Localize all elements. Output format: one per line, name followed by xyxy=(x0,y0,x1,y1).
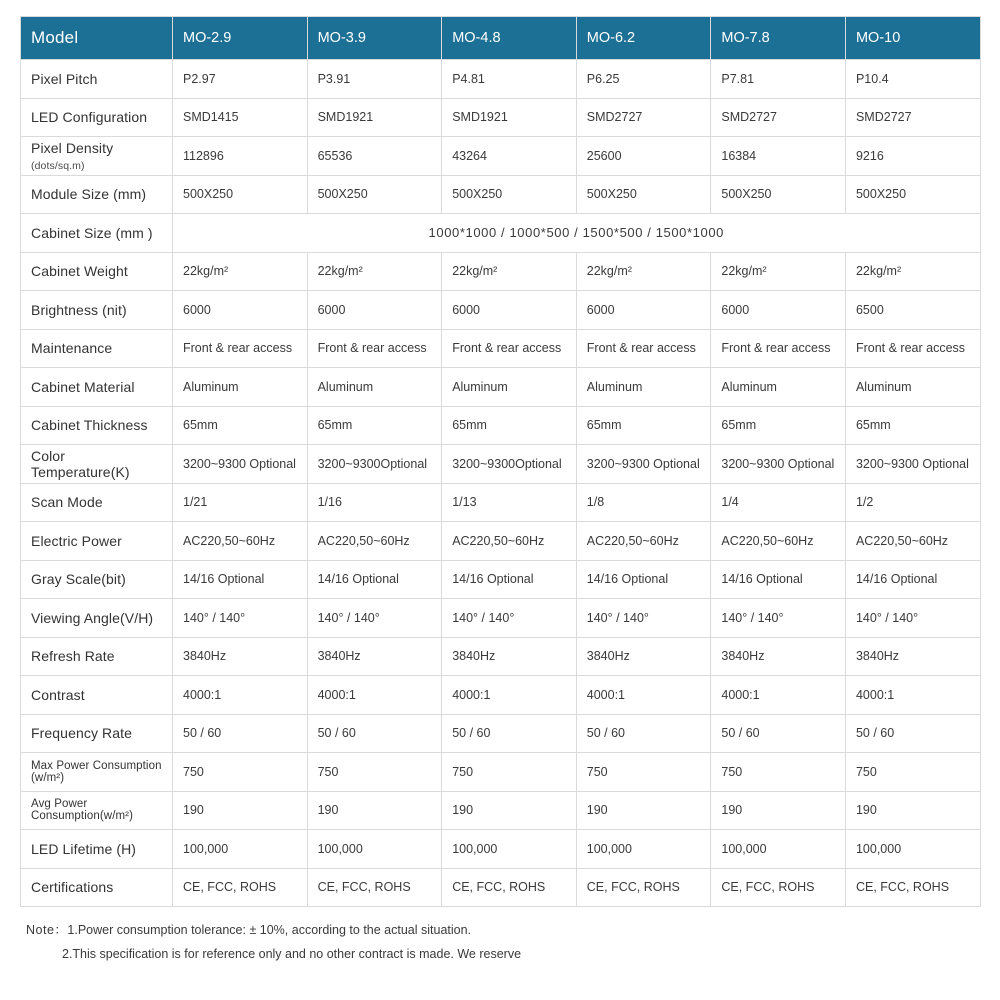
row-label xyxy=(21,137,173,176)
table-cell: CE, FCC, ROHS xyxy=(711,868,846,907)
table-cell: 100,000 xyxy=(307,830,442,869)
table-cell: 1/16 xyxy=(307,483,442,522)
row-label: Module Size (mm) xyxy=(21,175,173,214)
table-cell: 6000 xyxy=(576,291,711,330)
table-cell: P3.91 xyxy=(307,60,442,99)
table-row xyxy=(21,714,981,753)
table-cell: 3840Hz xyxy=(173,637,308,676)
table-cell: AC220,50~60Hz xyxy=(711,522,846,561)
table-row xyxy=(21,60,981,99)
table-cell: 100,000 xyxy=(442,830,577,869)
table-cell: 65mm xyxy=(576,406,711,445)
table-cell: 4000:1 xyxy=(576,676,711,715)
table-cell: 750 xyxy=(173,753,308,792)
table-cell: Aluminum xyxy=(576,368,711,407)
row-label: Cabinet Material xyxy=(21,368,173,407)
table-cell: CE, FCC, ROHS xyxy=(442,868,577,907)
table-row xyxy=(21,368,981,407)
table-cell: 22kg/m² xyxy=(576,252,711,291)
table-cell: 6500 xyxy=(845,291,980,330)
table-row xyxy=(21,868,981,907)
table-cell: CE, FCC, ROHS xyxy=(173,868,308,907)
row-label-unit: (dots/sq.m) xyxy=(31,159,85,172)
table-cell: 22kg/m² xyxy=(307,252,442,291)
table-row xyxy=(21,406,981,445)
table-cell: 4000:1 xyxy=(173,676,308,715)
row-label: Cabinet Thickness xyxy=(21,406,173,445)
table-cell: 3840Hz xyxy=(711,637,846,676)
table-cell: CE, FCC, ROHS xyxy=(576,868,711,907)
table-cell: 140° / 140° xyxy=(442,599,577,638)
table-cell: 4000:1 xyxy=(307,676,442,715)
row-label: Cabinet Weight xyxy=(21,252,173,291)
table-cell: Front & rear access xyxy=(442,329,577,368)
row-label-text: Pixel Density xyxy=(31,139,114,156)
table-cell: 140° / 140° xyxy=(576,599,711,638)
table-cell: 3840Hz xyxy=(307,637,442,676)
table-cell: 3840Hz xyxy=(442,637,577,676)
table-row xyxy=(21,175,981,214)
row-label: Electric Power xyxy=(21,522,173,561)
table-cell: SMD1415 xyxy=(173,98,308,137)
table-row xyxy=(21,522,981,561)
row-label: Certifications xyxy=(21,868,173,907)
table-row xyxy=(21,98,981,137)
table-cell: 14/16 Optional xyxy=(442,560,577,599)
note-line-1 xyxy=(26,919,980,943)
table-cell: 22kg/m² xyxy=(173,252,308,291)
table-cell: 4000:1 xyxy=(711,676,846,715)
table-cell: AC220,50~60Hz xyxy=(173,522,308,561)
table-row xyxy=(21,137,981,176)
table-row xyxy=(21,291,981,330)
table-cell: AC220,50~60Hz xyxy=(442,522,577,561)
column-header-model-3: MO-4.8 xyxy=(442,17,577,60)
table-cell: 9216 xyxy=(845,137,980,176)
table-cell: 750 xyxy=(576,753,711,792)
table-row xyxy=(21,599,981,638)
table-cell: 50 / 60 xyxy=(711,714,846,753)
row-label: Refresh Rate xyxy=(21,637,173,676)
table-cell: 100,000 xyxy=(173,830,308,869)
table-cell: SMD2727 xyxy=(845,98,980,137)
table-cell: 750 xyxy=(307,753,442,792)
row-label: Pixel Pitch xyxy=(21,60,173,99)
table-cell: 140° / 140° xyxy=(173,599,308,638)
table-cell: Front & rear access xyxy=(711,329,846,368)
notes-block xyxy=(20,919,980,967)
table-cell: 750 xyxy=(442,753,577,792)
row-label: Contrast xyxy=(21,676,173,715)
table-cell: 500X250 xyxy=(845,175,980,214)
row-label: Frequency Rate xyxy=(21,714,173,753)
table-cell: 1/2 xyxy=(845,483,980,522)
table-cell: 65mm xyxy=(307,406,442,445)
note-label: Note： xyxy=(26,923,68,937)
column-header-model: Model xyxy=(21,17,173,60)
table-cell: AC220,50~60Hz xyxy=(307,522,442,561)
table-cell: 22kg/m² xyxy=(442,252,577,291)
table-cell: 100,000 xyxy=(576,830,711,869)
table-cell: 3840Hz xyxy=(845,637,980,676)
column-header-model-5: MO-7.8 xyxy=(711,17,846,60)
column-header-model-2: MO-3.9 xyxy=(307,17,442,60)
table-cell: 14/16 Optional xyxy=(307,560,442,599)
table-cell: SMD2727 xyxy=(576,98,711,137)
column-header-model-4: MO-6.2 xyxy=(576,17,711,60)
table-cell: 6000 xyxy=(442,291,577,330)
table-cell: Front & rear access xyxy=(845,329,980,368)
table-cell: Front & rear access xyxy=(307,329,442,368)
row-label: Max Power Consumption (w/m²) xyxy=(21,753,173,792)
row-label: Viewing Angle(V/H) xyxy=(21,599,173,638)
table-cell: 43264 xyxy=(442,137,577,176)
table-cell: P2.97 xyxy=(173,60,308,99)
table-cell: Front & rear access xyxy=(173,329,308,368)
table-cell: P10.4 xyxy=(845,60,980,99)
table-cell: 4000:1 xyxy=(845,676,980,715)
table-cell: Aluminum xyxy=(711,368,846,407)
row-label: LED Configuration xyxy=(21,98,173,137)
table-cell: 190 xyxy=(442,791,577,830)
table-cell: 190 xyxy=(711,791,846,830)
led-specification-table xyxy=(20,16,981,907)
table-cell: 50 / 60 xyxy=(845,714,980,753)
table-cell: 100,000 xyxy=(711,830,846,869)
table-cell: 3200~9300 Optional xyxy=(576,445,711,484)
table-cell: 500X250 xyxy=(307,175,442,214)
table-cell: 190 xyxy=(307,791,442,830)
table-cell: 140° / 140° xyxy=(711,599,846,638)
row-label: Avg Power Consumption(w/m²) xyxy=(21,791,173,830)
row-label: Scan Mode xyxy=(21,483,173,522)
table-row xyxy=(21,483,981,522)
table-cell: Aluminum xyxy=(173,368,308,407)
table-cell: 3200~9300 Optional xyxy=(845,445,980,484)
table-cell: 14/16 Optional xyxy=(845,560,980,599)
table-header xyxy=(21,17,981,60)
table-cell: 112896 xyxy=(173,137,308,176)
table-body xyxy=(21,60,981,907)
table-cell: 500X250 xyxy=(442,175,577,214)
table-cell: 65mm xyxy=(173,406,308,445)
note-line-2: 2.This specification is for reference only and no other contract is made. We reserve xyxy=(62,946,522,961)
table-cell: 1/21 xyxy=(173,483,308,522)
table-cell: Aluminum xyxy=(845,368,980,407)
table-cell: 3200~9300 Optional xyxy=(173,445,308,484)
table-cell: SMD2727 xyxy=(711,98,846,137)
table-cell: 16384 xyxy=(711,137,846,176)
table-cell: 14/16 Optional xyxy=(711,560,846,599)
row-label: Cabinet Size (mm ) xyxy=(21,214,173,253)
table-cell: 190 xyxy=(173,791,308,830)
column-header-model-6: MO-10 xyxy=(845,17,980,60)
table-cell: 750 xyxy=(845,753,980,792)
table-cell: 6000 xyxy=(307,291,442,330)
table-cell: 3840Hz xyxy=(576,637,711,676)
table-cell: 22kg/m² xyxy=(845,252,980,291)
table-cell: 1/8 xyxy=(576,483,711,522)
table-cell: 500X250 xyxy=(576,175,711,214)
table-cell: 14/16 Optional xyxy=(173,560,308,599)
row-label: Brightness (nit) xyxy=(21,291,173,330)
table-cell: CE, FCC, ROHS xyxy=(845,868,980,907)
table-cell: 3200~9300Optional xyxy=(442,445,577,484)
table-cell: 22kg/m² xyxy=(711,252,846,291)
table-cell: 500X250 xyxy=(173,175,308,214)
table-cell: 140° / 140° xyxy=(845,599,980,638)
table-cell: 50 / 60 xyxy=(442,714,577,753)
table-cell: SMD1921 xyxy=(307,98,442,137)
table-cell: 100,000 xyxy=(845,830,980,869)
table-cell: 500X250 xyxy=(711,175,846,214)
table-header-row xyxy=(21,17,981,60)
row-label: LED Lifetime (H) xyxy=(21,830,173,869)
table-row xyxy=(21,791,981,830)
table-row xyxy=(21,252,981,291)
table-row xyxy=(21,214,981,253)
table-cell: 65mm xyxy=(845,406,980,445)
table-cell: 140° / 140° xyxy=(307,599,442,638)
table-cell: 6000 xyxy=(711,291,846,330)
column-header-model-1: MO-2.9 xyxy=(173,17,308,60)
table-cell: 3200~9300Optional xyxy=(307,445,442,484)
table-cell: 50 / 60 xyxy=(173,714,308,753)
row-label: Color Temperature(K) xyxy=(21,445,173,484)
table-row xyxy=(21,676,981,715)
table-cell: 750 xyxy=(711,753,846,792)
note-text-1: 1.Power consumption tolerance: ± 10%, according to the actual situation. xyxy=(67,923,472,937)
table-cell-merged: 1000*1000 / 1000*500 / 1500*500 / 1500*1000 xyxy=(173,214,981,253)
table-row xyxy=(21,445,981,484)
table-cell: 6000 xyxy=(173,291,308,330)
row-label: Gray Scale(bit) xyxy=(21,560,173,599)
table-cell: CE, FCC, ROHS xyxy=(307,868,442,907)
table-cell: AC220,50~60Hz xyxy=(576,522,711,561)
table-row xyxy=(21,637,981,676)
table-cell: 190 xyxy=(576,791,711,830)
table-cell: 1/13 xyxy=(442,483,577,522)
table-cell: 65mm xyxy=(442,406,577,445)
table-row xyxy=(21,830,981,869)
table-cell: 50 / 60 xyxy=(576,714,711,753)
table-cell: 65536 xyxy=(307,137,442,176)
table-cell: 4000:1 xyxy=(442,676,577,715)
table-cell: P7.81 xyxy=(711,60,846,99)
table-cell: P4.81 xyxy=(442,60,577,99)
table-cell: P6.25 xyxy=(576,60,711,99)
table-cell: 65mm xyxy=(711,406,846,445)
table-row xyxy=(21,329,981,368)
table-cell: Aluminum xyxy=(307,368,442,407)
table-cell: Aluminum xyxy=(442,368,577,407)
table-cell: 25600 xyxy=(576,137,711,176)
table-cell: SMD1921 xyxy=(442,98,577,137)
table-cell: AC220,50~60Hz xyxy=(845,522,980,561)
table-cell: 1/4 xyxy=(711,483,846,522)
table-row xyxy=(21,753,981,792)
table-cell: 14/16 Optional xyxy=(576,560,711,599)
table-cell: 50 / 60 xyxy=(307,714,442,753)
table-cell: Front & rear access xyxy=(576,329,711,368)
table-row xyxy=(21,560,981,599)
row-label: Maintenance xyxy=(21,329,173,368)
table-cell: 190 xyxy=(845,791,980,830)
table-cell: 3200~9300 Optional xyxy=(711,445,846,484)
